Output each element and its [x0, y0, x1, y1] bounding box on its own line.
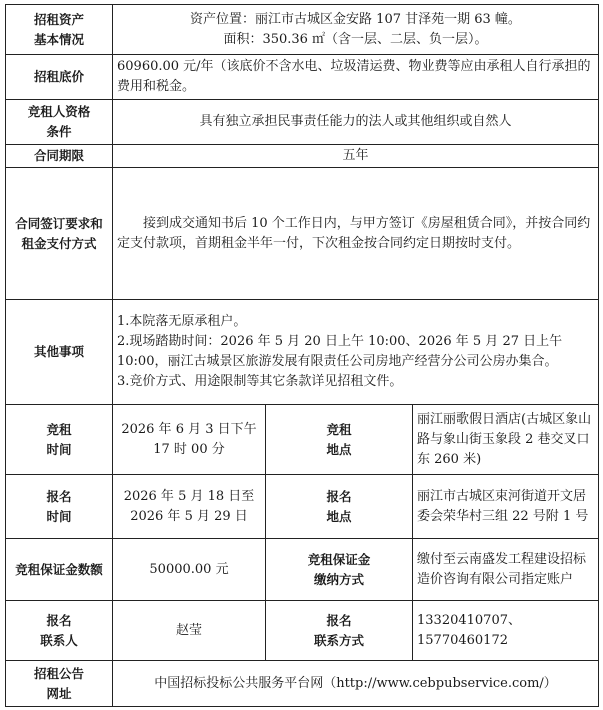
auction-place-value: 丽江丽歌假日酒店(古城区象山路与象山街玉象段 2 巷交叉口东 260 米) — [413, 405, 599, 475]
asset-row — [6, 5, 599, 55]
other-item: 3.竞价方式、用途限制等其它条款详见招租文件。 — [117, 374, 403, 389]
contact-person-label: 报名 联系人 — [6, 601, 113, 661]
auction-place-label: 竞租 地点 — [266, 405, 413, 475]
deposit-amount-label: 竞租保证金数额 — [6, 539, 113, 601]
contract-label: 合同签订要求和 租金支付方式 — [6, 168, 113, 300]
contact-phone-label: 报名 联系方式 — [266, 601, 413, 661]
term-value: 五年 — [113, 145, 599, 168]
other-label: 其他事项 — [6, 300, 113, 405]
website-row — [6, 661, 599, 707]
contact-row — [6, 601, 599, 661]
contract-value: 接到成交通知书后 10 个工作日内，与甲方签订《房屋租赁合同》，并按合同约定支付款项，首期租金半年一付，下次租金按合同约定日期按时支付。 — [113, 168, 599, 300]
qualification-label: 竞租人资格 条件 — [6, 100, 113, 145]
registration-time-value: 2026 年 5 月 18 日至 2026 年 5 月 29 日 — [113, 475, 266, 539]
term-label: 合同期限 — [6, 145, 113, 168]
registration-place-value: 丽江市古城区束河街道开文居委会荣华村三组 22 号附 1 号 — [413, 475, 599, 539]
website-value: 中国招标投标公共服务平台网（http://www.cebpubservice.com/） — [113, 661, 599, 707]
auction-time-label: 竞租 时间 — [6, 405, 113, 475]
registration-time-label: 报名 时间 — [6, 475, 113, 539]
other-item: 2.现场踏勘时间：2026 年 5 月 20 日上午 10:00、2026 年 5 月 27 日上午 10:00，丽江古城景区旅游发展有限责任公司房地产经营分公司公房办集合。 — [117, 334, 563, 369]
qualification-value: 具有独立承担民事责任能力的法人或其他组织或自然人 — [113, 100, 599, 145]
base-price-label: 招租底价 — [6, 55, 113, 100]
registration-row — [6, 475, 599, 539]
website-label: 招租公告 网址 — [6, 661, 113, 707]
other-value — [113, 300, 599, 405]
rental-info-table — [5, 4, 599, 707]
deposit-row — [6, 539, 599, 601]
asset-value: 资产位置：丽江市古城区金安路 107 甘泽苑一期 63 幢。 面积：350.36 ㎡（含一层、二层、负一层）。 — [113, 5, 599, 55]
contact-person-value: 赵莹 — [113, 601, 266, 661]
registration-place-label: 报名 地点 — [266, 475, 413, 539]
auction-time-value: 2026 年 6 月 3 日下午 17 时 00 分 — [113, 405, 266, 475]
contract-row — [6, 168, 599, 300]
auction-row — [6, 405, 599, 475]
asset-label: 招租资产 基本情况 — [6, 5, 113, 55]
other-row — [6, 300, 599, 405]
term-row — [6, 145, 599, 168]
deposit-amount-value: 50000.00 元 — [113, 539, 266, 601]
contact-phone-value: 13320410707、15770460172 — [413, 601, 599, 661]
base-price-row — [6, 55, 599, 100]
qualification-row — [6, 100, 599, 145]
base-price-value: 60960.00 元/年（该底价不含水电、垃圾清运费、物业费等应由承租人自行承担的费用和税金。 — [113, 55, 599, 100]
deposit-method-value: 缴付至云南盛发工程建设招标造价咨询有限公司指定账户 — [413, 539, 599, 601]
other-item: 1.本院落无原承租户。 — [117, 314, 247, 329]
deposit-method-label: 竞租保证金 缴纳方式 — [266, 539, 413, 601]
